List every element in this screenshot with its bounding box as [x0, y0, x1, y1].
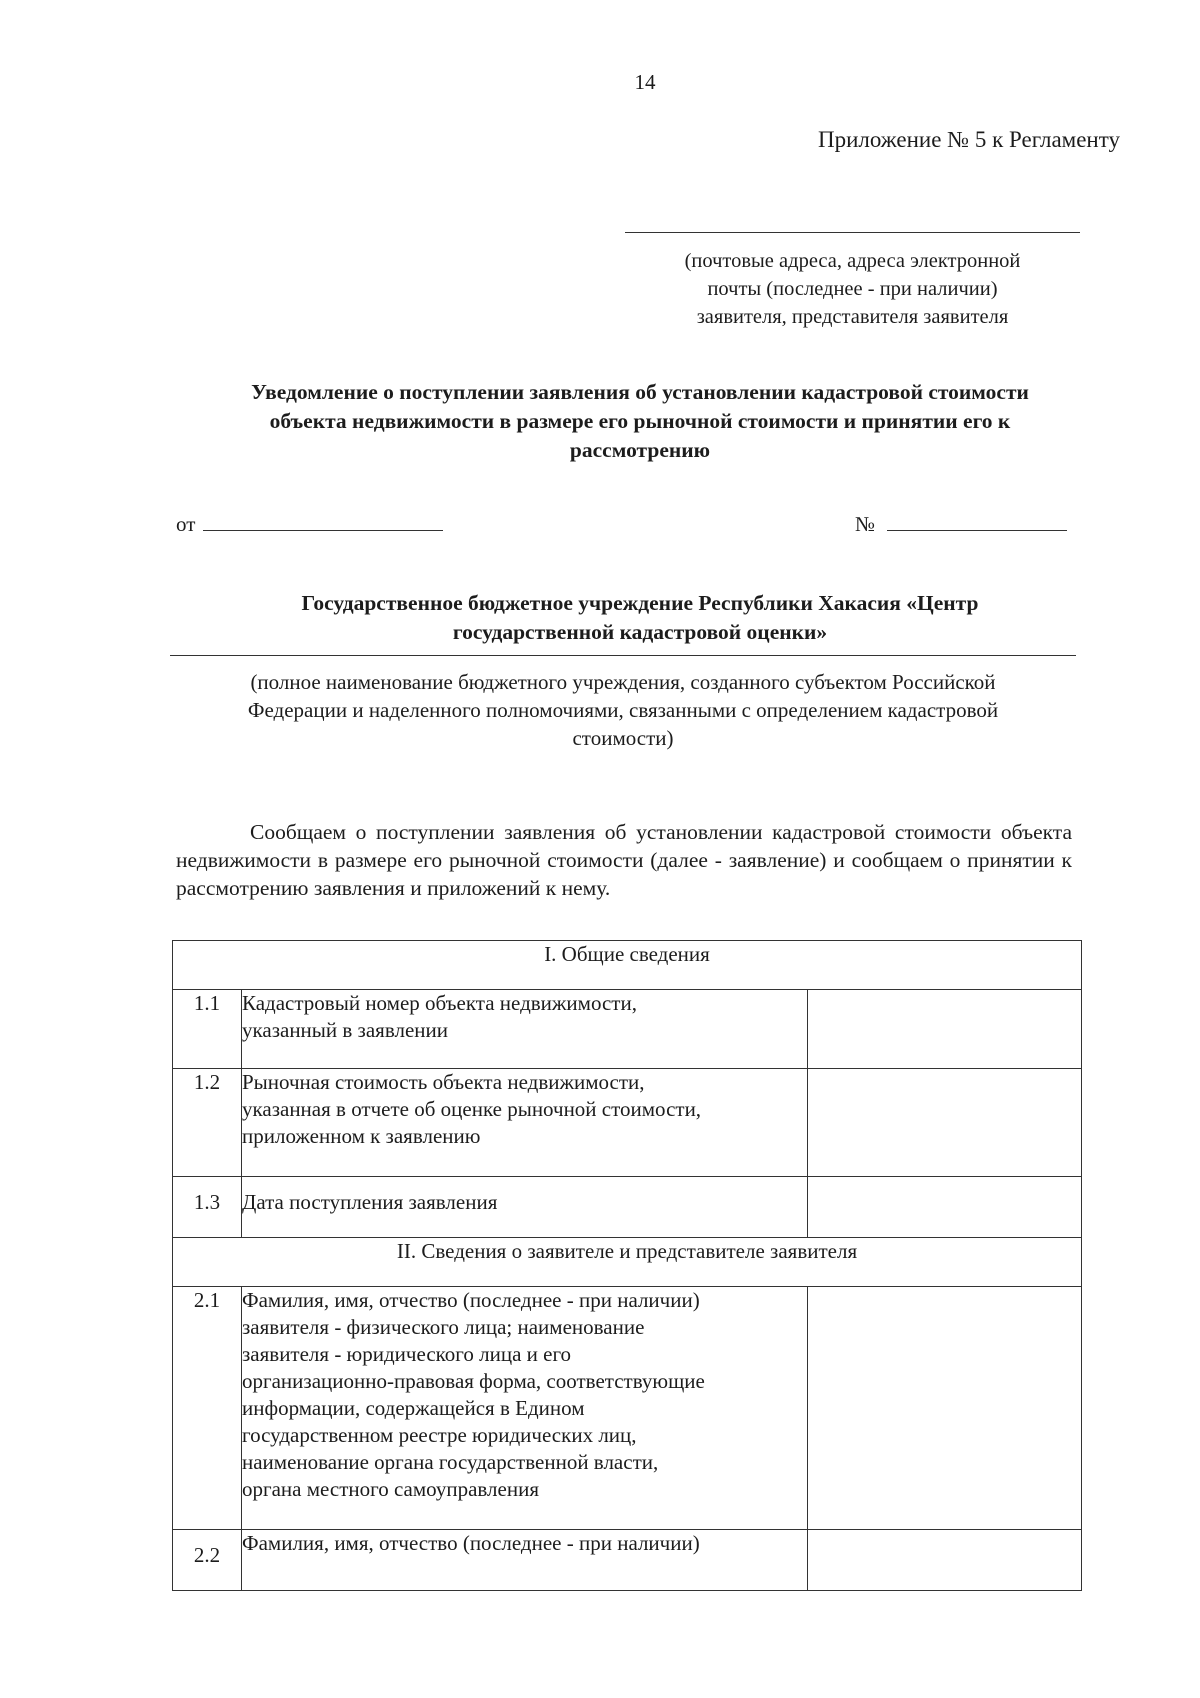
- title-line: Уведомление о поступлении заявления об установлении кадастровой стоимости: [251, 380, 1029, 404]
- row-description: [242, 1177, 808, 1238]
- number-label: №: [855, 512, 876, 536]
- row-number: 1.3: [173, 1177, 242, 1238]
- section-header-applicant: II. Сведения о заявителе и представителе заявителя: [173, 1238, 1082, 1287]
- row-text-line: Дата поступления заявления: [242, 1190, 498, 1214]
- table-row: [173, 1530, 1082, 1591]
- organization-name: [170, 589, 1110, 647]
- info-table: [172, 940, 1082, 1591]
- organization-caption-line: стоимости): [572, 726, 674, 750]
- table-section-row: [173, 1238, 1082, 1287]
- row-text-line: Кадастровый номер объекта недвижимости,: [242, 991, 637, 1015]
- notification-title: [170, 378, 1110, 465]
- row-number: 1.2: [173, 1069, 242, 1177]
- row-text-line: органа местного самоуправления: [242, 1477, 539, 1501]
- organization-caption-line: Федерации и наделенного полномочиями, связанными с определением кадастровой: [247, 698, 999, 722]
- table-section-row: [173, 941, 1082, 990]
- number-field: [855, 512, 1067, 537]
- row-description: [242, 1530, 808, 1591]
- organization-name-line: Государственное бюджетное учреждение Республики Хакасия «Центр: [301, 591, 979, 615]
- row-value-cell: [808, 1530, 1082, 1591]
- message-paragraph: Сообщаем о поступлении заявления об установлении кадастровой стоимости объекта недвижимости в размере его рыночной стоимости (далее - заявление) и сообщаем о принятии к рассмотрению заявления и приложений к нему.: [176, 820, 1072, 900]
- title-line: рассмотрению: [569, 438, 711, 462]
- title-line: объекта недвижимости в размере его рыночной стоимости и принятии его к: [269, 409, 1011, 433]
- row-description: [242, 1069, 808, 1177]
- date-blank: [203, 512, 443, 531]
- table-row: [173, 1069, 1082, 1177]
- address-caption: [625, 247, 1080, 331]
- row-text-line: Фамилия, имя, отчество (последнее - при наличии): [242, 1288, 700, 1312]
- row-text-line: указанная в отчете об оценке рыночной стоимости,: [242, 1097, 702, 1121]
- row-number: 2.1: [173, 1287, 242, 1530]
- address-caption-line: почты (последнее - при наличии): [707, 278, 998, 300]
- row-description: [242, 990, 808, 1069]
- row-number: 2.2: [173, 1530, 242, 1591]
- row-text-line: Рыночная стоимость объекта недвижимости,: [242, 1070, 645, 1094]
- row-text-line: указанный в заявлении: [242, 1018, 448, 1042]
- organization-underline: [170, 655, 1076, 656]
- address-blank-line: [625, 232, 1080, 233]
- appendix-label: Приложение № 5 к Регламенту: [817, 127, 1120, 152]
- row-value-cell: [808, 1177, 1082, 1238]
- row-text-line: заявителя - физического лица; наименование: [242, 1315, 645, 1339]
- row-text-line: заявителя - юридического лица и его: [242, 1342, 572, 1366]
- address-caption-line: заявителя, представителя заявителя: [696, 306, 1009, 328]
- row-value-cell: [808, 1287, 1082, 1530]
- row-description: [242, 1287, 808, 1530]
- row-text-line: Фамилия, имя, отчество (последнее - при наличии): [242, 1531, 700, 1555]
- row-text-line: государственном реестре юридических лиц,: [242, 1423, 637, 1447]
- row-number: 1.1: [173, 990, 242, 1069]
- page-number: 14: [634, 70, 656, 94]
- row-text-line: наименование органа государственной власти,: [242, 1450, 659, 1474]
- row-text-line: организационно-правовая форма, соответствующие: [242, 1369, 705, 1393]
- table-row: [173, 1287, 1082, 1530]
- section-header-general: I. Общие сведения: [173, 941, 1082, 990]
- row-value-cell: [808, 1069, 1082, 1177]
- date-label: от: [176, 512, 196, 536]
- date-field: [176, 512, 443, 537]
- organization-name-line: государственной кадастровой оценки»: [452, 620, 828, 644]
- organization-caption: [170, 668, 1076, 752]
- row-value-cell: [808, 990, 1082, 1069]
- table-row: [173, 990, 1082, 1069]
- organization-caption-line: (полное наименование бюджетного учреждения, созданного субъектом Российской: [250, 670, 996, 694]
- row-text-line: информации, содержащейся в Едином: [242, 1396, 585, 1420]
- table-row: [173, 1177, 1082, 1238]
- address-caption-line: (почтовые адреса, адреса электронной: [684, 250, 1021, 272]
- row-text-line: приложенном к заявлению: [242, 1124, 481, 1148]
- number-blank: [887, 512, 1067, 531]
